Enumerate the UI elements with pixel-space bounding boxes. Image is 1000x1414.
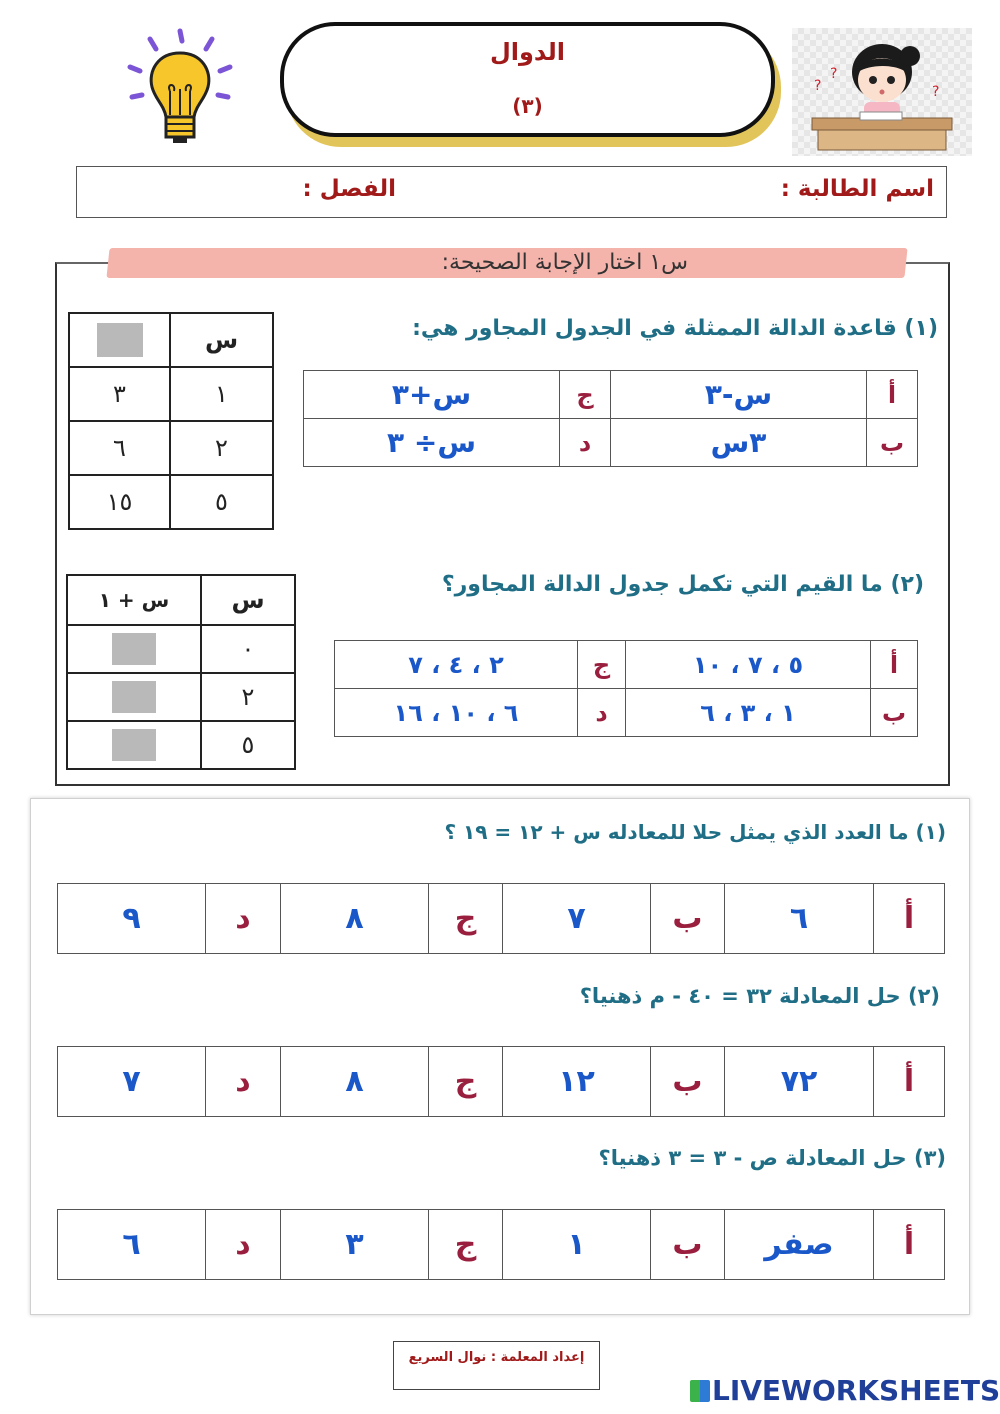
q1-function-table [68, 312, 274, 530]
q2-option-d-value[interactable]: ٦ ، ١٠ ، ١٦ [335, 689, 578, 737]
s2-q2-option-a-value[interactable]: ٧٢ [725, 1047, 874, 1117]
q1-option-d-value[interactable]: س÷ ٣ [304, 419, 560, 467]
page-subtitle: (٣) [512, 94, 543, 118]
page-title: الدوال [489, 38, 566, 66]
s2-q2-options [57, 1046, 945, 1117]
q1-option-c-value[interactable]: س+٣ [304, 371, 560, 419]
s2-q1-option-b-letter[interactable]: ب [651, 884, 725, 954]
q2-table-x: ٢ [201, 673, 295, 721]
s2-q1-option-b-value[interactable]: ٧ [503, 884, 651, 954]
s2-q2-option-d-letter[interactable]: د [206, 1047, 281, 1117]
q1-option-a-letter[interactable]: أ [867, 371, 918, 419]
s2-q2-option-b-letter[interactable]: ب [651, 1047, 725, 1117]
s2-q3-text: (٣) حل المعادلة ص - ٣ = ٣ ذهنيا؟ [598, 1146, 946, 1170]
s2-q3-option-c-letter[interactable]: ج [429, 1210, 503, 1280]
s2-q2-text: (٢) حل المعادلة ٣٢ = ٤٠ - م ذهنيا؟ [579, 984, 940, 1008]
q2-table-blank[interactable] [67, 673, 201, 721]
svg-text:?: ? [830, 66, 838, 82]
q2-options-table [334, 640, 918, 737]
q2-option-b-letter[interactable]: ب [871, 689, 918, 737]
q1-table-y: ٦ [69, 421, 170, 475]
q2-text: (٢) ما القيم التي تكمل جدول الدالة المجاور؟ [441, 572, 924, 597]
s2-q3-options [57, 1209, 945, 1280]
q1-table-x: ٢ [170, 421, 273, 475]
s2-q1-text: (١) ما العدد الذي يمثل حلا للمعادله س + ١٢ = ١٩ ؟ [444, 820, 946, 844]
s2-q1-option-c-letter[interactable]: ج [429, 884, 503, 954]
s2-q1-option-c-value[interactable]: ٨ [281, 884, 429, 954]
s2-q1-option-d-value[interactable]: ٩ [58, 884, 206, 954]
q2-function-table [66, 574, 296, 770]
q1-option-b-value[interactable]: ٣س [611, 419, 867, 467]
s2-q3-option-c-value[interactable]: ٣ [281, 1210, 429, 1280]
svg-text:?: ? [932, 84, 940, 100]
s2-q1-option-d-letter[interactable]: د [206, 884, 281, 954]
q1-option-b-letter[interactable]: ب [867, 419, 918, 467]
q2-option-a-letter[interactable]: أ [871, 641, 918, 689]
s2-q2-option-a-letter[interactable]: أ [874, 1047, 945, 1117]
s2-q2-option-c-value[interactable]: ٨ [281, 1047, 429, 1117]
answer-blank-box[interactable] [112, 729, 156, 761]
teacher-credit: إعداد المعلمة : نوال السريع [393, 1341, 600, 1390]
q1-table-y: ٣ [69, 367, 170, 421]
q2-option-c-value[interactable]: ٢ ، ٤ ، ٧ [335, 641, 578, 689]
q1-table-header-x: س [170, 313, 273, 367]
q1-table-y: ١٥ [69, 475, 170, 529]
q1-table-x: ١ [170, 367, 273, 421]
q2-table-x: ٥ [201, 721, 295, 769]
s2-q3-option-d-letter[interactable]: د [206, 1210, 281, 1280]
answer-blank-box[interactable] [112, 633, 156, 665]
q1-option-c-letter[interactable]: ج [560, 371, 611, 419]
q2-table-blank[interactable] [67, 625, 201, 673]
section1-banner-text: س١ اختار الإجابة الصحيحة: [441, 250, 688, 275]
q2-table-x: ٠ [201, 625, 295, 673]
lightbulb-icon [120, 25, 240, 155]
q1-options-table [303, 370, 918, 467]
liveworksheets-logo-icon [690, 1380, 710, 1402]
q2-option-d-letter[interactable]: د [578, 689, 626, 737]
thinking-girl-illustration [792, 28, 972, 156]
s2-q1-option-a-letter[interactable]: أ [874, 884, 945, 954]
q2-table-header-x: س [201, 575, 295, 625]
s2-q3-option-a-value[interactable]: صفر [725, 1210, 874, 1280]
student-name-label: اسم الطالبة : [780, 176, 934, 202]
s2-q2-option-d-value[interactable]: ٧ [58, 1047, 206, 1117]
q2-option-c-letter[interactable]: ج [578, 641, 626, 689]
q1-table-header-blank [69, 313, 170, 367]
answer-blank-box[interactable] [112, 681, 156, 713]
class-label: الفصل : [302, 176, 396, 202]
q1-option-d-letter[interactable]: د [560, 419, 611, 467]
liveworksheets-brand [690, 1374, 1000, 1407]
s2-q3-option-a-letter[interactable]: أ [874, 1210, 945, 1280]
brand-text: LIVEWORKSHEETS [712, 1374, 1000, 1407]
s2-q1-option-a-value[interactable]: ٦ [725, 884, 874, 954]
s2-q2-option-b-value[interactable]: ١٢ [503, 1047, 651, 1117]
q2-table-header-y: س + ١ [67, 575, 201, 625]
s2-q1-options [57, 883, 945, 954]
q2-option-b-value[interactable]: ١ ، ٣ ، ٦ [626, 689, 871, 737]
q2-option-a-value[interactable]: ٥ ، ٧ ، ١٠ [626, 641, 871, 689]
s2-q3-option-b-letter[interactable]: ب [651, 1210, 725, 1280]
s2-q3-option-b-value[interactable]: ١ [503, 1210, 651, 1280]
q2-table-blank[interactable] [67, 721, 201, 769]
q1-table-x: ٥ [170, 475, 273, 529]
svg-text:?: ? [814, 78, 822, 94]
q1-option-a-value[interactable]: س-٣ [611, 371, 867, 419]
hidden-rule-box [97, 323, 143, 357]
s2-q2-option-c-letter[interactable]: ج [429, 1047, 503, 1117]
s2-q3-option-d-value[interactable]: ٦ [58, 1210, 206, 1280]
q1-text: (١) قاعدة الدالة الممثلة في الجدول المجاور هي: [412, 316, 938, 341]
